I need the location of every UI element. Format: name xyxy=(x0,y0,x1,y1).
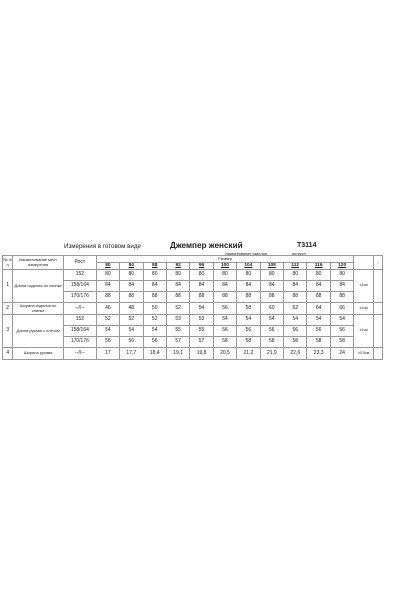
value-cell: 54 xyxy=(213,315,236,326)
table-row xyxy=(3,348,383,360)
value-cell: 88 xyxy=(143,292,166,303)
product-name: Джемпер женский xyxy=(170,241,243,250)
row-number: 4 xyxy=(3,348,13,360)
value-cell: 88 xyxy=(260,292,283,303)
value-cell: 84 xyxy=(143,281,166,292)
value-cell: 56 xyxy=(237,326,260,337)
measurement-name: Ширина изделия по спинке xyxy=(13,303,64,315)
value-cell: 54 xyxy=(330,315,354,326)
size-header: 116 xyxy=(307,263,330,270)
blank-cell xyxy=(373,270,382,303)
size-header: 92 xyxy=(166,263,189,270)
row-number: 1 xyxy=(3,270,13,303)
value-cell: 58 xyxy=(307,337,330,348)
value-cell: 84 xyxy=(213,281,236,292)
size-header: 100 xyxy=(213,263,236,270)
value-cell: 84 xyxy=(96,281,119,292)
value-cell: 52 xyxy=(120,315,143,326)
col-header-name: Наименование мест измерения xyxy=(13,256,64,270)
rost-cell: --//-- xyxy=(64,348,97,360)
col-header-num: № п/п xyxy=(3,256,13,270)
value-cell: 54 xyxy=(307,315,330,326)
value-cell: 80 xyxy=(120,270,143,281)
value-cell: 80 xyxy=(260,270,283,281)
header-row xyxy=(3,256,383,263)
value-cell: 88 xyxy=(330,292,354,303)
value-cell: 60 xyxy=(260,303,283,315)
value-cell: 88 xyxy=(237,292,260,303)
value-cell: 17,7 xyxy=(120,348,143,360)
size-header: 112 xyxy=(284,263,307,270)
value-cell: 56 xyxy=(330,326,354,337)
value-cell: 80 xyxy=(143,270,166,281)
value-cell: 55 xyxy=(190,326,213,337)
tolerance-cell: ±0.5см xyxy=(354,348,373,360)
value-cell: 18,4 xyxy=(143,348,166,360)
value-cell: 19,8 xyxy=(190,348,213,360)
value-cell: 52 xyxy=(143,315,166,326)
row-number: 3 xyxy=(3,315,13,348)
value-cell: 21,9 xyxy=(260,348,283,360)
value-cell: 62 xyxy=(284,303,307,315)
value-cell: 88 xyxy=(166,292,189,303)
col-header-size: Размер xyxy=(96,256,354,263)
value-cell: 17 xyxy=(96,348,119,360)
value-cell: 55 xyxy=(166,326,189,337)
value-cell: 22,6 xyxy=(284,348,307,360)
value-cell: 54 xyxy=(190,303,213,315)
tolerance-cell: ±1см xyxy=(354,270,373,303)
value-cell: 88 xyxy=(284,292,307,303)
value-cell: 80 xyxy=(237,270,260,281)
table-row xyxy=(3,315,383,326)
value-cell: 80 xyxy=(213,270,236,281)
product-name-label: Наименование изделия xyxy=(225,252,267,256)
value-cell: 57 xyxy=(190,337,213,348)
table-row xyxy=(3,303,383,315)
size-header: 88 xyxy=(143,263,166,270)
value-cell: 80 xyxy=(330,270,354,281)
value-cell: 80 xyxy=(166,270,189,281)
size-table xyxy=(2,255,383,360)
blank-cell xyxy=(373,348,382,360)
value-cell: 50 xyxy=(143,303,166,315)
value-cell: 58 xyxy=(260,337,283,348)
article-label: артикул xyxy=(292,252,306,256)
value-cell: 80 xyxy=(284,270,307,281)
size-chart-sheet xyxy=(2,243,383,358)
value-cell: 53 xyxy=(166,315,189,326)
row-number: 2 xyxy=(3,303,13,315)
tolerance-cell: ±1см xyxy=(354,303,373,315)
table-row xyxy=(3,270,383,281)
value-cell: 58 xyxy=(284,337,307,348)
rost-cell: --//-- xyxy=(64,303,97,315)
value-cell: 56 xyxy=(213,326,236,337)
value-cell: 54 xyxy=(237,315,260,326)
value-cell: 56 xyxy=(213,303,236,315)
value-cell: 58 xyxy=(237,303,260,315)
value-cell: 56 xyxy=(284,326,307,337)
value-cell: 56 xyxy=(143,337,166,348)
rost-cell: 158/164 xyxy=(64,326,97,337)
value-cell: 20,5 xyxy=(213,348,236,360)
value-cell: 88 xyxy=(213,292,236,303)
measurement-name: Длина изделия по спинке xyxy=(13,270,64,303)
value-cell: 54 xyxy=(284,315,307,326)
value-cell: 84 xyxy=(237,281,260,292)
value-cell: 58 xyxy=(237,337,260,348)
value-cell: 53 xyxy=(190,315,213,326)
value-cell: 88 xyxy=(96,292,119,303)
value-cell: 24 xyxy=(330,348,354,360)
value-cell: 54 xyxy=(96,326,119,337)
value-cell: 84 xyxy=(330,281,354,292)
value-cell: 84 xyxy=(120,281,143,292)
size-header: 96 xyxy=(190,263,213,270)
rost-cell: 152 xyxy=(64,270,97,281)
sheet-title: Измерения в готовом виде xyxy=(64,243,141,250)
value-cell: 88 xyxy=(190,292,213,303)
rost-cell: 158/164 xyxy=(64,281,97,292)
value-cell: 88 xyxy=(307,292,330,303)
value-cell: 54 xyxy=(260,315,283,326)
col-header-rost: Рост xyxy=(64,256,97,270)
blank-cell xyxy=(373,315,382,348)
tolerance-cell: ±1см xyxy=(354,315,373,348)
size-header: 80 xyxy=(96,263,119,270)
value-cell: 80 xyxy=(307,270,330,281)
value-cell: 84 xyxy=(260,281,283,292)
value-cell: 58 xyxy=(213,337,236,348)
value-cell: 56 xyxy=(120,337,143,348)
measurement-name: Длина рукава с плечом xyxy=(13,315,64,348)
measurement-name: Ширина рукава xyxy=(13,348,64,360)
value-cell: 56 xyxy=(260,326,283,337)
value-cell: 80 xyxy=(190,270,213,281)
value-cell: 46 xyxy=(96,303,119,315)
rost-cell: 170/176 xyxy=(64,337,97,348)
value-cell: 84 xyxy=(307,281,330,292)
value-cell: 57 xyxy=(166,337,189,348)
article-code: Т3114 xyxy=(297,242,317,249)
value-cell: 64 xyxy=(307,303,330,315)
value-cell: 52 xyxy=(166,303,189,315)
value-cell: 84 xyxy=(190,281,213,292)
col-header-mark: ⋮ xyxy=(373,256,382,270)
blank-cell xyxy=(373,303,382,315)
value-cell: 56 xyxy=(96,337,119,348)
col-header-tolerance xyxy=(354,256,373,270)
value-cell: 66 xyxy=(330,303,354,315)
value-cell: 19,1 xyxy=(166,348,189,360)
size-header: 84 xyxy=(120,263,143,270)
value-cell: 54 xyxy=(120,326,143,337)
value-cell: 52 xyxy=(96,315,119,326)
rost-cell: 152 xyxy=(64,315,97,326)
value-cell: 88 xyxy=(120,292,143,303)
rost-cell: 170/176 xyxy=(64,292,97,303)
value-cell: 84 xyxy=(166,281,189,292)
size-header: 104 xyxy=(237,263,260,270)
value-cell: 58 xyxy=(330,337,354,348)
value-cell: 84 xyxy=(284,281,307,292)
value-cell: 56 xyxy=(307,326,330,337)
size-header: 120 xyxy=(330,263,354,270)
value-cell: 21,2 xyxy=(237,348,260,360)
value-cell: 23,3 xyxy=(307,348,330,360)
value-cell: 80 xyxy=(96,270,119,281)
size-header: 108 xyxy=(260,263,283,270)
value-cell: 54 xyxy=(143,326,166,337)
value-cell: 48 xyxy=(120,303,143,315)
